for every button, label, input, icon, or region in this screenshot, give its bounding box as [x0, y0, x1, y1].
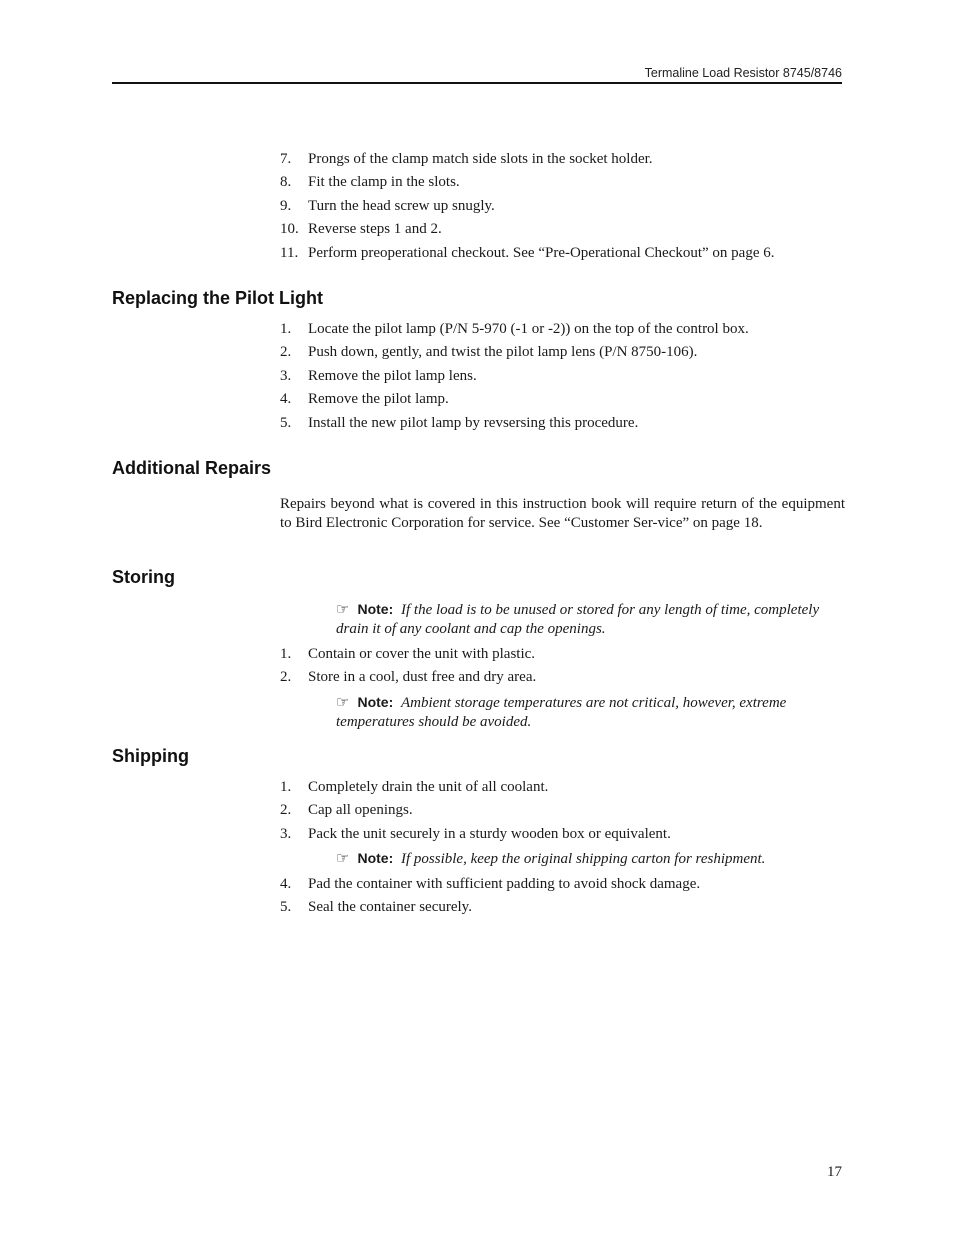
list-item: 1. Completely drain the unit of all coolant.	[280, 779, 549, 795]
list-item: 3. Remove the pilot lamp lens.	[280, 367, 477, 384]
list-item: 1. Locate the pilot lamp (P/N 5-970 (-1 or -2)) on the top of the control box.	[280, 321, 749, 337]
list-item: 8. Fit the clamp in the slots.	[280, 174, 460, 191]
list-item: 5. Install the new pilot lamp by revsersing this procedure.	[280, 414, 639, 431]
list-item: 2. Cap all openings.	[280, 802, 413, 819]
storing-note-1: ☞ Note: If the load is to be unused or stored for any length of time, completely drain it of any coolant and cap the openings.	[336, 600, 820, 637]
list-item: 11. Perform preoperational checkout. See “Pre-Operational Checkout” on page 6.	[280, 244, 775, 261]
repairs-paragraph: Repairs beyond what is covered in this instruction book will require return of the equipment to Bird Electronic Corporation for service. See “Customer Ser-vice” on page 18.	[280, 496, 845, 532]
shipping-steps-list-b	[280, 875, 845, 922]
storing-steps-list	[280, 645, 845, 692]
section-heading-shipping: Shipping	[112, 746, 189, 766]
list-item: 3. Pack the unit securely in a sturdy wooden box or equivalent.	[280, 825, 671, 842]
shipping-steps-list-a	[280, 778, 845, 848]
section-heading-additional-repairs: Additional Repairs	[112, 458, 272, 478]
list-item: 10. Reverse steps 1 and 2.	[280, 221, 442, 238]
list-item: 4. Pad the container with sufficient padding to avoid shock damage.	[280, 876, 701, 892]
list-item: 2. Store in a cool, dust free and dry area.	[280, 669, 537, 686]
list-item: 2. Push down, gently, and twist the pilot lamp lens (P/N 8750-106).	[280, 344, 698, 361]
shipping-note: ☞ Note: If possible, keep the original shipping carton for reshipment.	[336, 849, 766, 867]
pointing-hand-icon: ☞	[336, 693, 350, 711]
list-item: 1. Contain or cover the unit with plastic.	[280, 646, 536, 662]
section-heading-pilot-light: Replacing the Pilot Light	[112, 288, 323, 308]
running-header: Termaline Load Resistor 8745/8746	[644, 66, 842, 80]
steps-top-list	[280, 150, 845, 267]
pointing-hand-icon: ☞	[336, 600, 350, 618]
list-item: 4. Remove the pilot lamp.	[280, 391, 449, 408]
pilot-steps-list	[280, 320, 845, 437]
pointing-hand-icon: ☞	[336, 849, 350, 867]
list-item: 5. Seal the container securely.	[280, 899, 472, 916]
header-rule	[112, 82, 842, 84]
section-heading-storing: Storing	[112, 567, 175, 587]
list-item: 9. Turn the head screw up snugly.	[280, 197, 495, 214]
list-item: 7. Prongs of the clamp match side slots in the socket holder.	[280, 151, 653, 167]
page-number: 17	[827, 1164, 842, 1180]
storing-note-2: ☞ Note: Ambient storage temperatures are not critical, however, extreme temperatures should be avoided.	[336, 693, 787, 730]
